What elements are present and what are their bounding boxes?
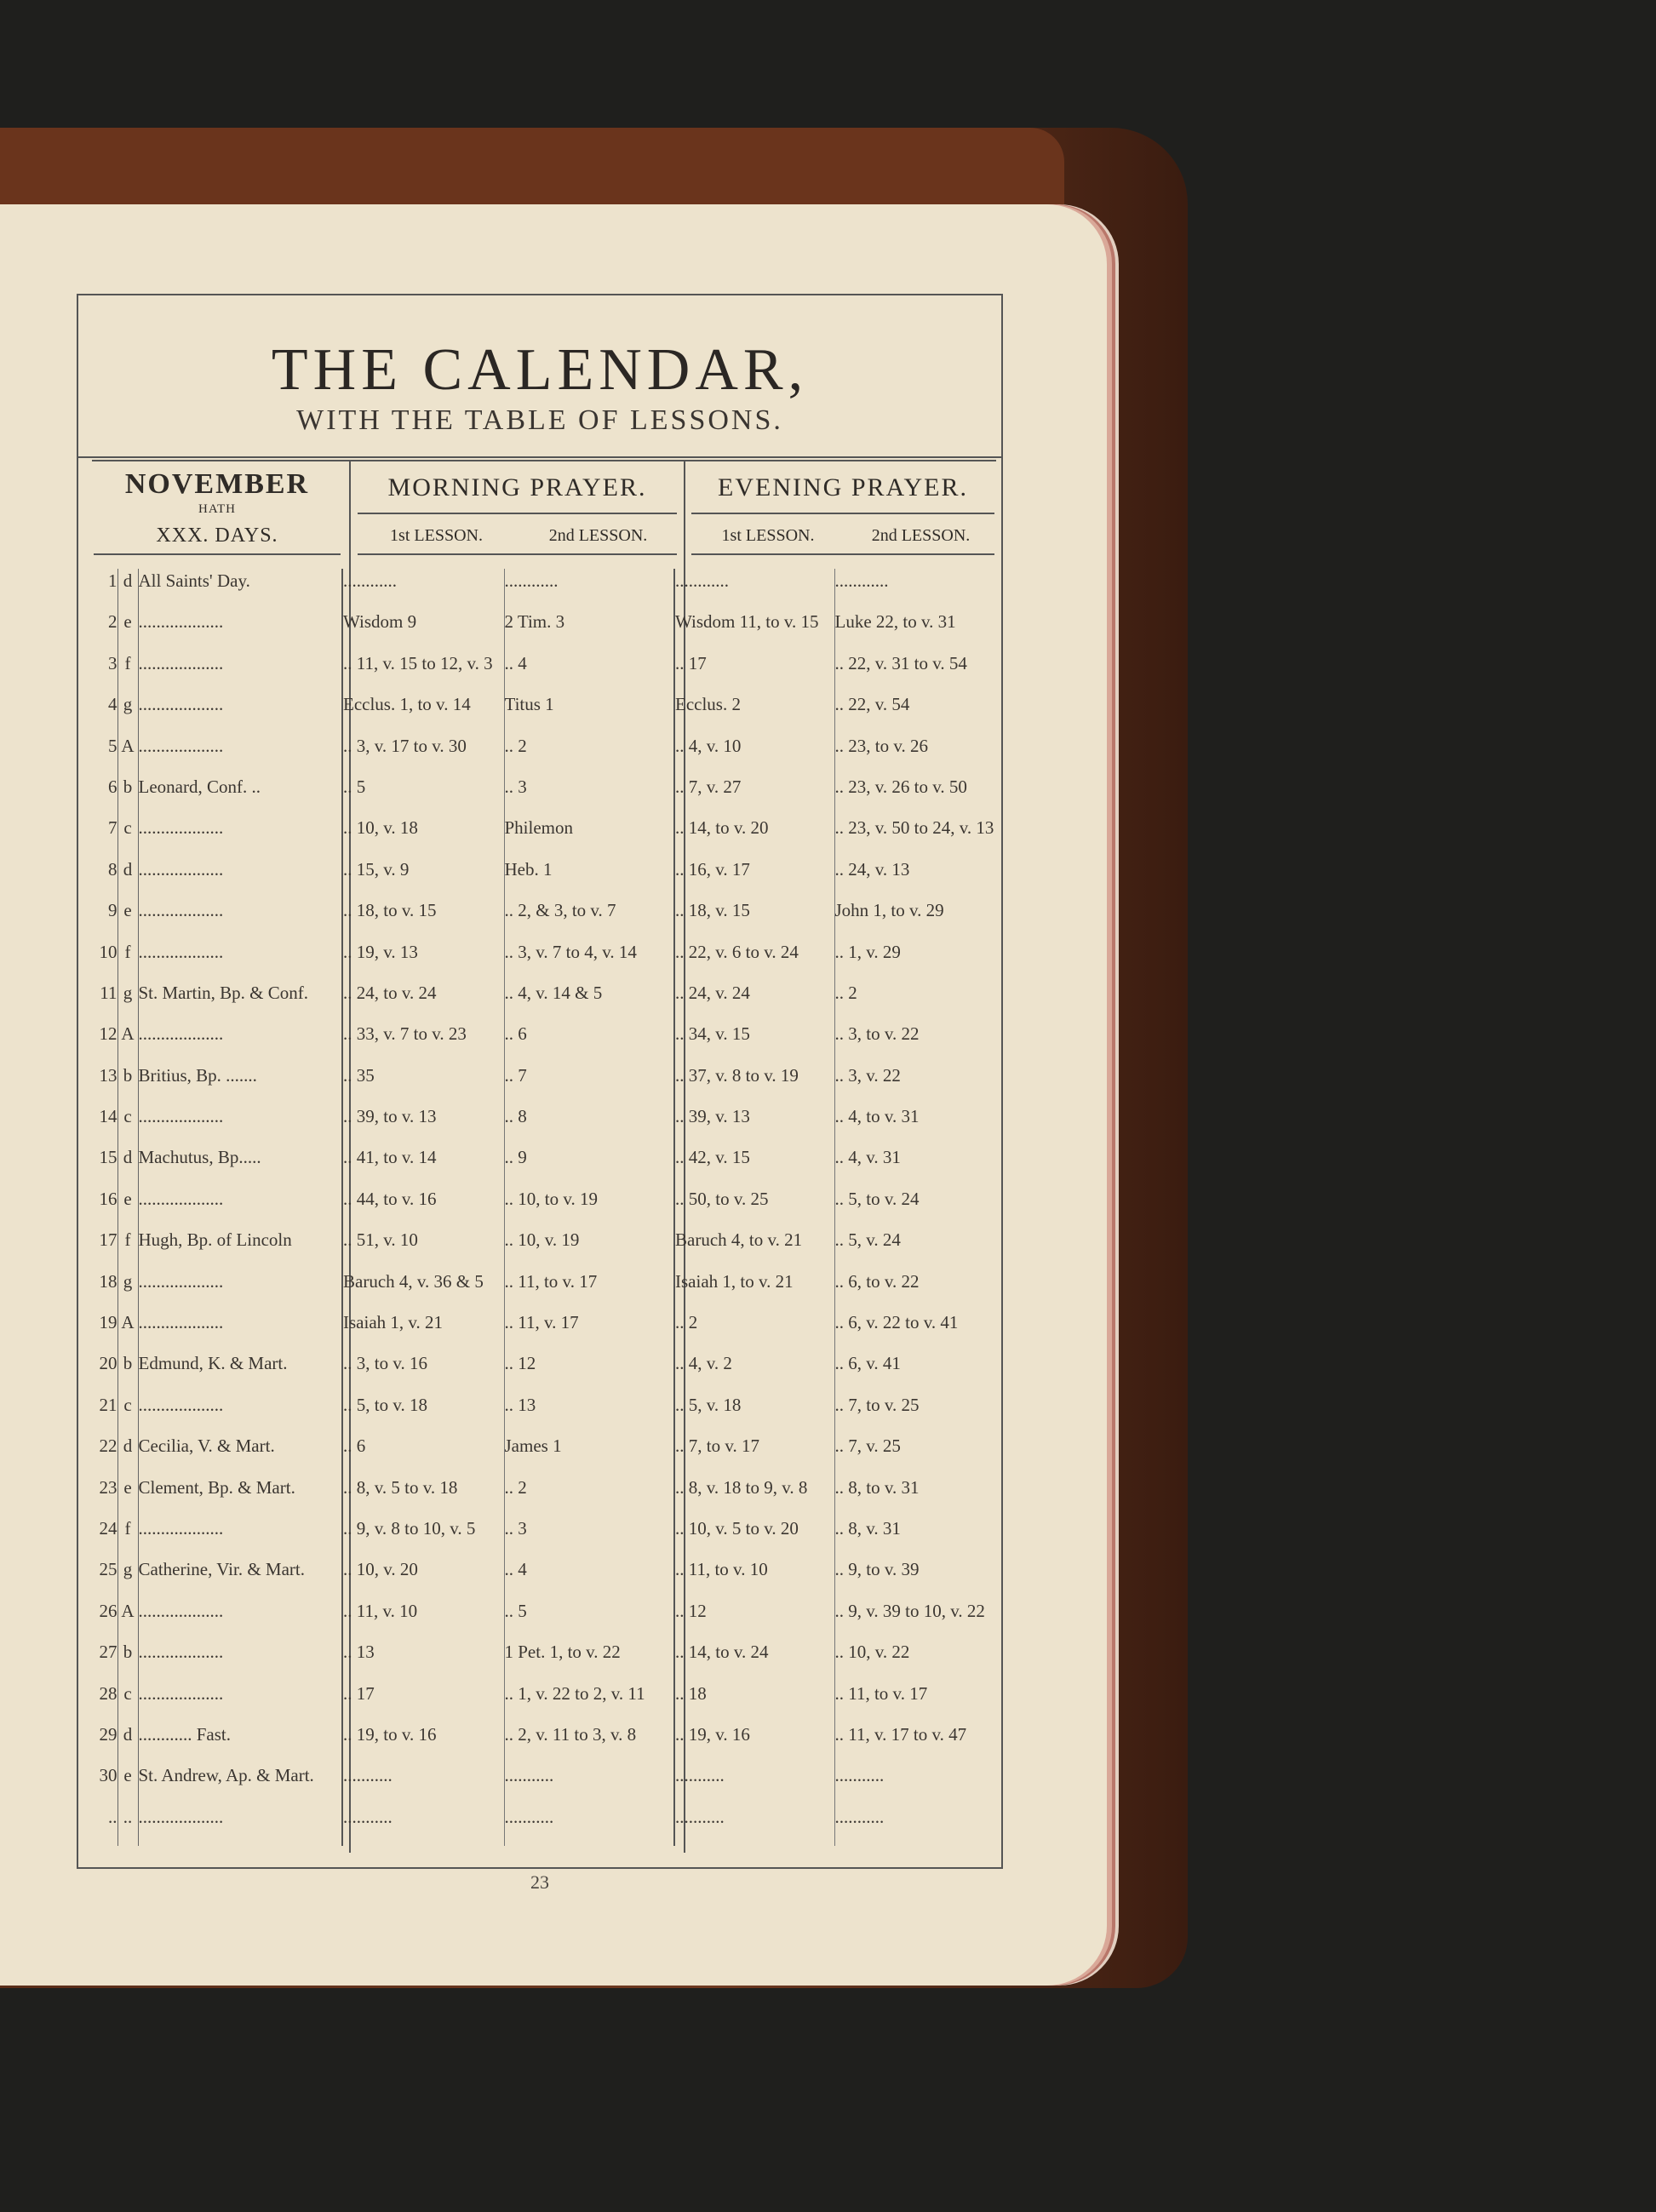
evening-first-lesson: Wisdom 11, to v. 15 xyxy=(674,610,834,650)
table-row xyxy=(94,1640,994,1681)
morning-first-lesson: .. 13 xyxy=(342,1640,504,1681)
morning-first-lesson: .. 41, to v. 14 xyxy=(342,1145,504,1186)
table-row xyxy=(94,981,994,1022)
table-row xyxy=(94,1805,994,1846)
evening-second-lesson: .. 4, v. 31 xyxy=(834,1147,901,1168)
holy-day-name: ................... xyxy=(138,1104,342,1145)
evening-second-lesson: .. 22, v. 54 xyxy=(834,694,910,715)
day-number: 26 xyxy=(94,1599,117,1640)
morning-second-lesson: Philemon xyxy=(504,816,674,857)
evening-first-lesson: .. 4, v. 2 xyxy=(674,1351,834,1392)
evening-second-lesson: .. 7, v. 25 xyxy=(834,1436,901,1457)
evening-first-lesson: .. 18, v. 15 xyxy=(674,898,834,939)
day-number: 2 xyxy=(94,610,117,650)
evening-first-lesson: .. 4, v. 10 xyxy=(674,734,834,775)
holy-day-name: Machutus, Bp..... xyxy=(138,1145,342,1186)
dominical-letter: c xyxy=(117,816,138,857)
dominical-letter: c xyxy=(117,1104,138,1145)
dominical-letter: d xyxy=(117,569,138,610)
table-row xyxy=(94,1599,994,1640)
morning-first-lesson: .. 51, v. 10 xyxy=(342,1228,504,1269)
morning-second-lesson: 2 Tim. 3 xyxy=(504,610,674,650)
morning-second-lesson: ........... xyxy=(504,1805,674,1846)
day-number: 23 xyxy=(94,1476,117,1516)
day-number: 20 xyxy=(94,1351,117,1392)
evening-second-lesson: .. 4, to v. 31 xyxy=(834,1106,920,1127)
holy-day-name: ................... xyxy=(138,1640,342,1681)
table-row xyxy=(94,1063,994,1104)
calendar-table xyxy=(94,569,994,1846)
day-number: 8 xyxy=(94,857,117,898)
table-row xyxy=(94,651,994,692)
morning-first-lesson: .. 24, to v. 24 xyxy=(342,981,504,1022)
morning-first-lesson: .. 11, v. 10 xyxy=(342,1599,504,1640)
dominical-letter: g xyxy=(117,692,138,733)
morning-second-lesson: .. 2 xyxy=(504,1476,674,1516)
day-number: 12 xyxy=(94,1022,117,1063)
dominical-letter: f xyxy=(117,1228,138,1269)
table-row xyxy=(94,1393,994,1434)
evening-first-lesson: .. 19, v. 16 xyxy=(674,1722,834,1763)
morning-first-lesson: .. 18, to v. 15 xyxy=(342,898,504,939)
dominical-letter: b xyxy=(117,1063,138,1104)
holy-day-name: All Saints' Day. xyxy=(138,569,342,610)
morning-first-lesson: .. 10, v. 18 xyxy=(342,816,504,857)
evening-first-lesson: .. 12 xyxy=(674,1599,834,1640)
table-row xyxy=(94,1682,994,1722)
morning-first-lesson: .. 17 xyxy=(342,1682,504,1722)
evening-second-lesson: ............ xyxy=(834,570,889,591)
page-subtitle: WITH THE TABLE OF LESSONS. xyxy=(296,404,783,436)
dominical-letter: b xyxy=(117,775,138,816)
day-number: 19 xyxy=(94,1310,117,1351)
evening-second-lesson: .. 6, to v. 22 xyxy=(834,1270,920,1292)
evening-second-lesson: .. 23, v. 50 to 24, v. 13 xyxy=(834,817,994,839)
holy-day-name: ................... xyxy=(138,1022,342,1063)
morning-second-lesson: .. 4, v. 14 & 5 xyxy=(504,981,674,1022)
dominical-letter: g xyxy=(117,981,138,1022)
morning-second-lesson: .. 1, v. 22 to 2, v. 11 xyxy=(504,1682,674,1722)
evening-second-lesson: .. 3, v. 22 xyxy=(834,1064,901,1086)
evening-second-lesson: .. 23, to v. 26 xyxy=(834,735,928,756)
evening-prayer-heading: EVENING PRAYER. xyxy=(718,473,968,501)
day-number: 17 xyxy=(94,1228,117,1269)
morning-first-lesson: Ecclus. 1, to v. 14 xyxy=(342,692,504,733)
dominical-letter: d xyxy=(117,1722,138,1763)
holy-day-name: ................... xyxy=(138,651,342,692)
day-number: 27 xyxy=(94,1640,117,1681)
table-row xyxy=(94,734,994,775)
evening-second-lesson: .. 10, v. 22 xyxy=(834,1642,910,1663)
morning-second-lesson: .. 5 xyxy=(504,1599,674,1640)
morning-second-lesson: Titus 1 xyxy=(504,692,674,733)
evening-second-lesson: .. 3, to v. 22 xyxy=(834,1023,920,1045)
day-number: 4 xyxy=(94,692,117,733)
morning-first-lesson: Wisdom 9 xyxy=(342,610,504,650)
day-number: 21 xyxy=(94,1393,117,1434)
holy-day-name: ................... xyxy=(138,692,342,733)
table-row xyxy=(94,1187,994,1228)
evening-second-lesson: .. 5, to v. 24 xyxy=(834,1188,920,1209)
day-number: 16 xyxy=(94,1187,117,1228)
table-row xyxy=(94,610,994,650)
morning-second-lesson: .. 2 xyxy=(504,734,674,775)
evening-lesson-rule xyxy=(691,553,994,555)
morning-second-lesson: .. 2, v. 11 to 3, v. 8 xyxy=(504,1722,674,1763)
evening-first-lesson: .. 7, to v. 17 xyxy=(674,1434,834,1475)
morning-first-lesson: ............ xyxy=(342,569,504,610)
morning-lesson-rule xyxy=(358,553,677,555)
dominical-letter: f xyxy=(117,940,138,981)
holy-day-name: ................... xyxy=(138,1516,342,1557)
table-row xyxy=(94,816,994,857)
day-number: 15 xyxy=(94,1145,117,1186)
dominical-letter: A xyxy=(117,1599,138,1640)
morning-second-lesson-heading: 2nd LESSON. xyxy=(548,526,648,545)
evening-first-lesson: ........... xyxy=(674,1805,834,1846)
holy-day-name: St. Martin, Bp. & Conf. xyxy=(138,981,342,1022)
holy-day-name: Leonard, Conf. .. xyxy=(138,775,342,816)
day-number: 18 xyxy=(94,1269,117,1310)
dominical-letter: b xyxy=(117,1351,138,1392)
evening-second-lesson: .. 5, v. 24 xyxy=(834,1229,901,1251)
month-rule xyxy=(94,553,341,555)
table-row xyxy=(94,1722,994,1763)
holy-day-name: Clement, Bp. & Mart. xyxy=(138,1476,342,1516)
morning-first-lesson-heading: 1st LESSON. xyxy=(390,526,483,545)
day-number: 10 xyxy=(94,940,117,981)
morning-second-lesson: .. 6 xyxy=(504,1022,674,1063)
day-number: 29 xyxy=(94,1722,117,1763)
holy-day-name: Cecilia, V. & Mart. xyxy=(138,1434,342,1475)
holy-day-name: ................... xyxy=(138,857,342,898)
morning-second-lesson: .. 12 xyxy=(504,1351,674,1392)
holy-day-name: ................... xyxy=(138,940,342,981)
dominical-letter: d xyxy=(117,1145,138,1186)
table-row xyxy=(94,775,994,816)
evening-first-lesson: .. 37, v. 8 to v. 19 xyxy=(674,1063,834,1104)
morning-second-lesson: .. 3 xyxy=(504,775,674,816)
morning-first-lesson: .. 11, v. 15 to 12, v. 3 xyxy=(342,651,504,692)
morning-first-lesson: .. 6 xyxy=(342,1434,504,1475)
dominical-letter: A xyxy=(117,1310,138,1351)
title-rule xyxy=(77,456,1003,458)
morning-first-lesson: ........... xyxy=(342,1763,504,1804)
holy-day-name: ................... xyxy=(138,898,342,939)
evening-first-lesson: .. 18 xyxy=(674,1682,834,1722)
holy-day-name: Hugh, Bp. of Lincoln xyxy=(138,1228,342,1269)
dominical-letter: c xyxy=(117,1682,138,1722)
evening-second-lesson: ........... xyxy=(834,1765,885,1786)
morning-first-lesson: .. 44, to v. 16 xyxy=(342,1187,504,1228)
evening-first-lesson: .. 24, v. 24 xyxy=(674,981,834,1022)
evening-first-lesson: .. 11, to v. 10 xyxy=(674,1557,834,1598)
page-title: THE CALENDAR, xyxy=(271,337,809,403)
evening-first-lesson: Baruch 4, to v. 21 xyxy=(674,1228,834,1269)
evening-second-lesson: .. 8, to v. 31 xyxy=(834,1476,920,1498)
evening-first-lesson: ............ xyxy=(674,569,834,610)
holy-day-name: Britius, Bp. ....... xyxy=(138,1063,342,1104)
morning-second-lesson: .. 11, v. 17 xyxy=(504,1310,674,1351)
table-row xyxy=(94,940,994,981)
morning-first-lesson: .. 19, to v. 16 xyxy=(342,1722,504,1763)
table-row xyxy=(94,1104,994,1145)
day-number: 1 xyxy=(94,569,117,610)
table-row xyxy=(94,1557,994,1598)
dominical-letter: e xyxy=(117,898,138,939)
day-number: 14 xyxy=(94,1104,117,1145)
evening-second-lesson: .. 23, v. 26 to v. 50 xyxy=(834,776,967,797)
evening-first-lesson: .. 14, to v. 20 xyxy=(674,816,834,857)
holy-day-name: ............ Fast. xyxy=(138,1722,342,1763)
morning-second-lesson: ............ xyxy=(504,569,674,610)
morning-first-lesson: .. 8, v. 5 to v. 18 xyxy=(342,1476,504,1516)
evening-first-lesson: .. 14, to v. 24 xyxy=(674,1640,834,1681)
morning-first-lesson: .. 39, to v. 13 xyxy=(342,1104,504,1145)
day-number: 30 xyxy=(94,1763,117,1804)
table-row xyxy=(94,1351,994,1392)
morning-second-lesson: .. 8 xyxy=(504,1104,674,1145)
evening-first-lesson: .. 42, v. 15 xyxy=(674,1145,834,1186)
evening-second-lesson: .. 11, to v. 17 xyxy=(834,1682,928,1704)
morning-first-lesson: .. 35 xyxy=(342,1063,504,1104)
morning-second-lesson: .. 13 xyxy=(504,1393,674,1434)
morning-second-lesson: .. 4 xyxy=(504,1557,674,1598)
page-number: 23 xyxy=(530,1871,549,1893)
dominical-letter: e xyxy=(117,610,138,650)
day-number: 5 xyxy=(94,734,117,775)
evening-first-lesson: .. 2 xyxy=(674,1310,834,1351)
morning-second-lesson: 1 Pet. 1, to v. 22 xyxy=(504,1640,674,1681)
morning-first-lesson: .. 3, to v. 16 xyxy=(342,1351,504,1392)
day-number: 25 xyxy=(94,1557,117,1598)
evening-first-lesson: .. 5, v. 18 xyxy=(674,1393,834,1434)
morning-rule xyxy=(358,513,677,514)
table-row xyxy=(94,1476,994,1516)
morning-first-lesson: .. 5 xyxy=(342,775,504,816)
evening-second-lesson: .. 1, v. 29 xyxy=(834,941,901,962)
evening-first-lesson-heading: 1st LESSON. xyxy=(721,526,815,545)
evening-second-lesson: .. 7, to v. 25 xyxy=(834,1394,920,1415)
table-row xyxy=(94,898,994,939)
morning-second-lesson: .. 10, v. 19 xyxy=(504,1228,674,1269)
morning-second-lesson: .. 9 xyxy=(504,1145,674,1186)
morning-first-lesson: .. 10, v. 20 xyxy=(342,1557,504,1598)
evening-first-lesson: .. 16, v. 17 xyxy=(674,857,834,898)
dominical-letter: b xyxy=(117,1640,138,1681)
evening-second-lesson: .. 2 xyxy=(834,982,857,1003)
evening-first-lesson: ........... xyxy=(674,1763,834,1804)
evening-first-lesson: .. 34, v. 15 xyxy=(674,1022,834,1063)
table-row xyxy=(94,1516,994,1557)
morning-first-lesson: .. 19, v. 13 xyxy=(342,940,504,981)
day-number: 6 xyxy=(94,775,117,816)
dominical-letter: e xyxy=(117,1763,138,1804)
morning-first-lesson: Isaiah 1, v. 21 xyxy=(342,1310,504,1351)
month-hath: HATH xyxy=(198,502,236,516)
table-row xyxy=(94,1228,994,1269)
day-number: 28 xyxy=(94,1682,117,1722)
evening-first-lesson: .. 22, v. 6 to v. 24 xyxy=(674,940,834,981)
evening-rule xyxy=(691,513,994,514)
morning-second-lesson: James 1 xyxy=(504,1434,674,1475)
evening-second-lesson: Luke 22, to v. 31 xyxy=(834,611,956,633)
morning-first-lesson: .. 15, v. 9 xyxy=(342,857,504,898)
dominical-letter: f xyxy=(117,651,138,692)
evening-first-lesson: .. 8, v. 18 to 9, v. 8 xyxy=(674,1476,834,1516)
evening-first-lesson: .. 7, v. 27 xyxy=(674,775,834,816)
evening-second-lesson: ........... xyxy=(834,1806,885,1827)
evening-second-lesson: .. 9, v. 39 to 10, v. 22 xyxy=(834,1600,985,1621)
morning-second-lesson: .. 3, v. 7 to 4, v. 14 xyxy=(504,940,674,981)
morning-second-lesson: .. 2, & 3, to v. 7 xyxy=(504,898,674,939)
evening-first-lesson: .. 17 xyxy=(674,651,834,692)
table-row xyxy=(94,1434,994,1475)
evening-second-lesson: .. 6, v. 41 xyxy=(834,1353,901,1374)
morning-second-lesson: .. 7 xyxy=(504,1063,674,1104)
evening-first-lesson: .. 50, to v. 25 xyxy=(674,1187,834,1228)
holy-day-name: ................... xyxy=(138,1187,342,1228)
evening-first-lesson: .. 10, v. 5 to v. 20 xyxy=(674,1516,834,1557)
holy-day-name: ................... xyxy=(138,1805,342,1846)
morning-first-lesson: ........... xyxy=(342,1805,504,1846)
morning-second-lesson: .. 4 xyxy=(504,651,674,692)
table-row xyxy=(94,1763,994,1804)
evening-first-lesson: Isaiah 1, to v. 21 xyxy=(674,1269,834,1310)
evening-second-lesson: .. 24, v. 13 xyxy=(834,858,910,880)
title-rule-inner xyxy=(92,460,996,461)
morning-first-lesson: .. 5, to v. 18 xyxy=(342,1393,504,1434)
dominical-letter: c xyxy=(117,1393,138,1434)
morning-first-lesson: .. 9, v. 8 to 10, v. 5 xyxy=(342,1516,504,1557)
evening-second-lesson: .. 22, v. 31 to v. 54 xyxy=(834,652,967,673)
table-row xyxy=(94,1269,994,1310)
dominical-letter: d xyxy=(117,857,138,898)
morning-first-lesson: .. 3, v. 17 to v. 30 xyxy=(342,734,504,775)
dominical-letter: A xyxy=(117,1022,138,1063)
evening-first-lesson: .. 39, v. 13 xyxy=(674,1104,834,1145)
holy-day-name: Edmund, K. & Mart. xyxy=(138,1351,342,1392)
evening-second-lesson: .. 6, v. 22 to v. 41 xyxy=(834,1312,959,1333)
month-days: XXX. DAYS. xyxy=(156,524,278,547)
day-number: 11 xyxy=(94,981,117,1022)
evening-first-lesson: Ecclus. 2 xyxy=(674,692,834,733)
day-number: 9 xyxy=(94,898,117,939)
table-row xyxy=(94,692,994,733)
table-row xyxy=(94,1022,994,1063)
holy-day-name: St. Andrew, Ap. & Mart. xyxy=(138,1763,342,1804)
evening-second-lesson-heading: 2nd LESSON. xyxy=(871,526,971,545)
holy-day-name: ................... xyxy=(138,816,342,857)
morning-second-lesson: Heb. 1 xyxy=(504,857,674,898)
month-name: NOVEMBER xyxy=(124,468,310,500)
dominical-letter: g xyxy=(117,1557,138,1598)
morning-second-lesson: ........... xyxy=(504,1763,674,1804)
morning-first-lesson: Baruch 4, v. 36 & 5 xyxy=(342,1269,504,1310)
holy-day-name: ................... xyxy=(138,1269,342,1310)
dominical-letter: e xyxy=(117,1187,138,1228)
table-row xyxy=(94,1145,994,1186)
dominical-letter: e xyxy=(117,1476,138,1516)
holy-day-name: ................... xyxy=(138,1599,342,1640)
day-number: 7 xyxy=(94,816,117,857)
evening-second-lesson: .. 9, to v. 39 xyxy=(834,1559,920,1580)
morning-second-lesson: .. 11, to v. 17 xyxy=(504,1269,674,1310)
table-row xyxy=(94,857,994,898)
day-number: 13 xyxy=(94,1063,117,1104)
morning-second-lesson: .. 3 xyxy=(504,1516,674,1557)
table-row xyxy=(94,569,994,610)
morning-first-lesson: .. 33, v. 7 to v. 23 xyxy=(342,1022,504,1063)
evening-second-lesson: John 1, to v. 29 xyxy=(834,900,944,921)
book-cover-top xyxy=(0,128,1064,209)
morning-prayer-heading: MORNING PRAYER. xyxy=(387,473,647,501)
holy-day-name: Catherine, Vir. & Mart. xyxy=(138,1557,342,1598)
dominical-letter: f xyxy=(117,1516,138,1557)
dominical-letter: d xyxy=(117,1434,138,1475)
holy-day-name: ................... xyxy=(138,610,342,650)
dominical-letter: A xyxy=(117,734,138,775)
table-row xyxy=(94,1310,994,1351)
day-number: 22 xyxy=(94,1434,117,1475)
day-number: 24 xyxy=(94,1516,117,1557)
holy-day-name: ................... xyxy=(138,1393,342,1434)
morning-second-lesson: .. 10, to v. 19 xyxy=(504,1187,674,1228)
day-number: .. xyxy=(94,1805,117,1846)
holy-day-name: ................... xyxy=(138,1682,342,1722)
evening-second-lesson: .. 8, v. 31 xyxy=(834,1517,901,1539)
day-number: 3 xyxy=(94,651,117,692)
dominical-letter: .. xyxy=(117,1805,138,1846)
holy-day-name: ................... xyxy=(138,1310,342,1351)
holy-day-name: ................... xyxy=(138,734,342,775)
evening-second-lesson: .. 11, v. 17 to v. 47 xyxy=(834,1723,967,1745)
dominical-letter: g xyxy=(117,1269,138,1310)
